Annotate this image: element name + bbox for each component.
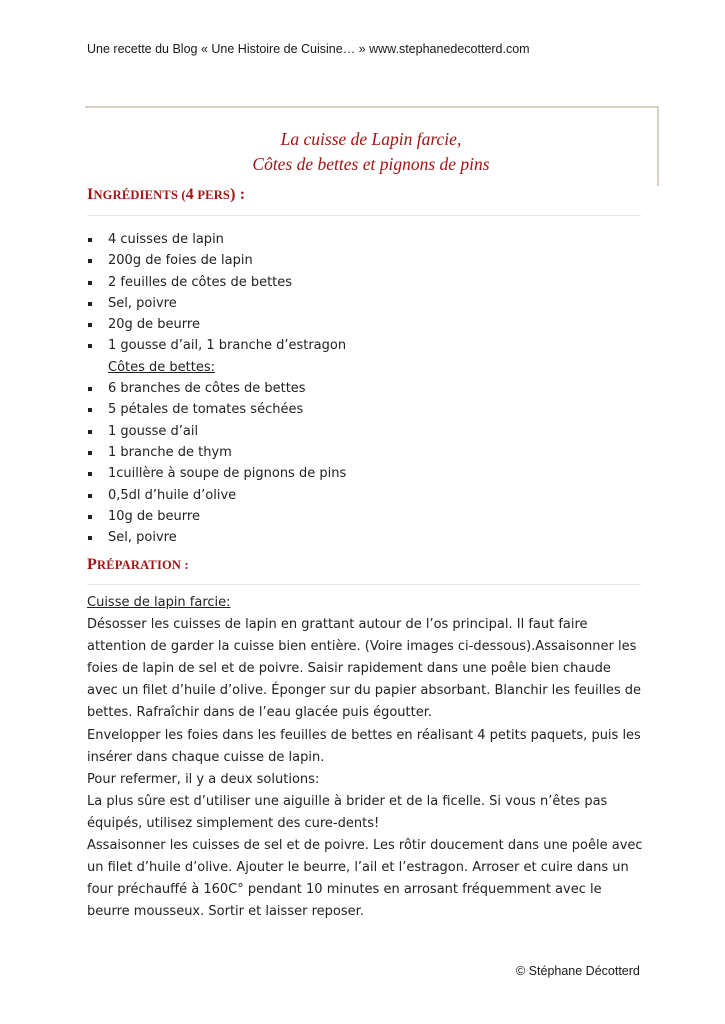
preparation-text bbox=[87, 592, 643, 923]
preparation-rule bbox=[87, 584, 641, 585]
list-item: 4 cuisses de lapin bbox=[87, 229, 346, 250]
preparation-paragraph: Envelopper les foies dans les feuilles de bettes en réalisant 4 petits paquets, puis les insérer dans chaque cuisse de lapin. bbox=[87, 727, 641, 765]
list-item: 1 gousse d’ail, 1 branche d’estragon bbox=[87, 335, 346, 356]
preparation-paragraph: La plus sûre est d’utiliser une aiguille à brider et de la ficelle. Si vous n’êtes pas équipés, utilisez simplement des cure-dents! bbox=[87, 793, 608, 831]
list-item: 10g de beurre bbox=[87, 506, 346, 527]
ingredients-heading: INGRÉDIENTS (4 PERS) : bbox=[87, 186, 246, 203]
list-item: 6 branches de côtes de bettes bbox=[87, 378, 346, 399]
list-item: 200g de foies de lapin bbox=[87, 250, 346, 271]
preparation-paragraph: Désosser les cuisses de lapin en grattant autour de l’os principal. Il faut faire attention de garder la cuisse bien entière. (Voire images ci-dessous).Assaisonner les foies de lapin de sel et de poivre. Saisir rapidement dans une poêle bien chaude avec un filet d’huile d’olive. Éponger sur du papier absorbant. Blanchir les feuilles de bettes. Rafraîchir dans de l’eau glacée puis égoutter. bbox=[87, 617, 642, 721]
list-item: Sel, poivre bbox=[87, 293, 346, 314]
list-item: 2 feuilles de côtes de bettes bbox=[87, 272, 346, 293]
ingredients-list bbox=[87, 229, 346, 548]
list-item: 1 gousse d’ail bbox=[87, 421, 346, 442]
list-item: Sel, poivre bbox=[87, 527, 346, 548]
recipe-title-line-1: La cuisse de Lapin farcie, bbox=[280, 129, 462, 149]
page-header: Une recette du Blog « Une Histoire de Cuisine… » www.stephanedecotterd.com bbox=[87, 42, 530, 56]
list-item: 20g de beurre bbox=[87, 314, 346, 335]
recipe-title-line-2: Côtes de bettes et pignons de pins bbox=[252, 154, 490, 174]
list-item: 5 pétales de tomates séchées bbox=[87, 399, 346, 420]
preparation-paragraph: Pour refermer, il y a deux solutions: bbox=[87, 771, 320, 787]
preparation-paragraph: Assaisonner les cuisses de sel et de poivre. Les rôtir doucement dans une poêle avec un filet d’huile d’olive. Ajouter le beurre, l’ail et l’estragon. Arroser et cuire dans un four préchauffé à 160C° pendant 10 minutes en arrosant fréquemment avec le beurre mousseux. Sortir et laisser reposer. bbox=[87, 838, 643, 920]
ingredients-subheading: Côtes de bettes: bbox=[108, 359, 216, 375]
preparation-heading: PRÉPARATION : bbox=[87, 556, 189, 573]
list-item: 0,5dl d’huile d’olive bbox=[87, 485, 346, 506]
list-item: 1cuillère à soupe de pignons de pins bbox=[87, 463, 346, 484]
preparation-subheading: Cuisse de lapin farcie: bbox=[87, 595, 231, 610]
ingredients-rule bbox=[87, 215, 641, 216]
list-item: 1 branche de thym bbox=[87, 442, 346, 463]
page-footer: © Stéphane Décotterd bbox=[516, 964, 640, 978]
